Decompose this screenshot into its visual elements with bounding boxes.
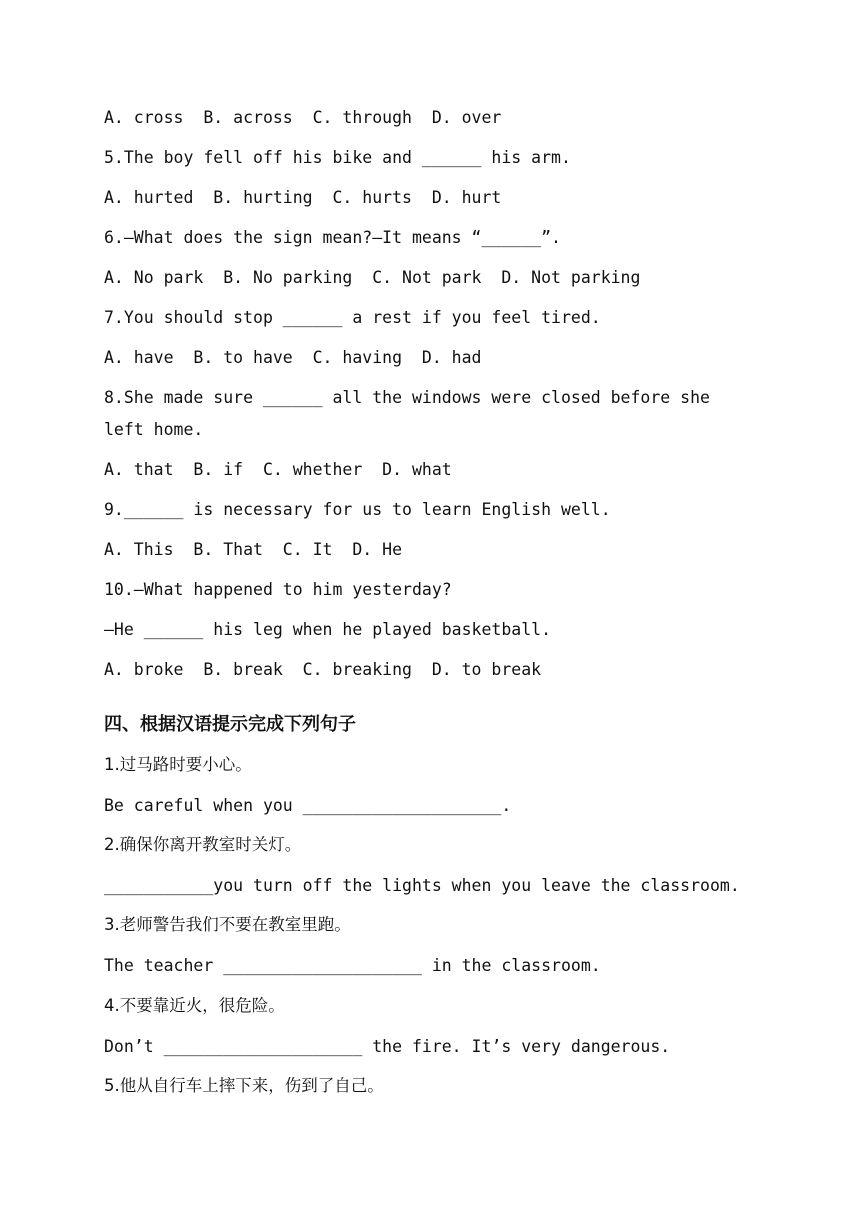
q5-question: 5.The boy fell off his bike and ______ his arm.	[104, 148, 571, 167]
q5-options: A. hurted B. hurting C. hurts D. hurt	[104, 188, 502, 207]
q10-question-continued: —He ______ his leg when he played basketball.	[104, 620, 552, 639]
s1-chinese-prompt: 1.过马路时要小心。	[104, 755, 252, 774]
q6-options: A. No park B. No parking C. Not park D. Not parking	[104, 268, 641, 287]
s2-chinese-prompt: 2.确保你离开教室时关灯。	[104, 835, 302, 854]
q7-question: 7.You should stop ______ a rest if you feel tired.	[104, 308, 601, 327]
q8-question-continued: left home.	[104, 420, 204, 439]
s3-chinese-prompt: 3.老师警告我们不要在教室里跑。	[104, 915, 351, 934]
q8-question: 8.She made sure ______ all the windows were closed before she	[104, 388, 710, 407]
q10-question: 10.—What happened to him yesterday?	[104, 580, 452, 599]
q4-options: A. cross B. across C. through D. over	[104, 108, 502, 127]
q6-question: 6.—What does the sign mean?—It means “______”.	[104, 228, 561, 247]
s4-chinese-prompt: 4.不要靠近火，很危险。	[104, 996, 285, 1015]
s1-english-sentence: Be careful when you ____________________.	[104, 796, 512, 815]
s3-english-sentence: The teacher ____________________ in the classroom.	[104, 956, 601, 975]
q9-options: A. This B. That C. It D. He	[104, 540, 403, 559]
s5-chinese-prompt: 5.他从自行车上摔下来，伤到了自己。	[104, 1076, 384, 1095]
s4-english-sentence: Don’t ____________________ the fire. It’s very dangerous.	[104, 1037, 671, 1056]
s2-english-sentence: ___________you turn off the lights when you leave the classroom.	[104, 876, 740, 895]
q7-options: A. have B. to have C. having D. had	[104, 348, 482, 367]
section-heading: 四、根据汉语提示完成下列句子	[104, 714, 356, 735]
q8-options: A. that B. if C. whether D. what	[104, 460, 452, 479]
q9-question: 9.______ is necessary for us to learn English well.	[104, 500, 611, 519]
q10-options: A. broke B. break C. breaking D. to break	[104, 660, 542, 679]
